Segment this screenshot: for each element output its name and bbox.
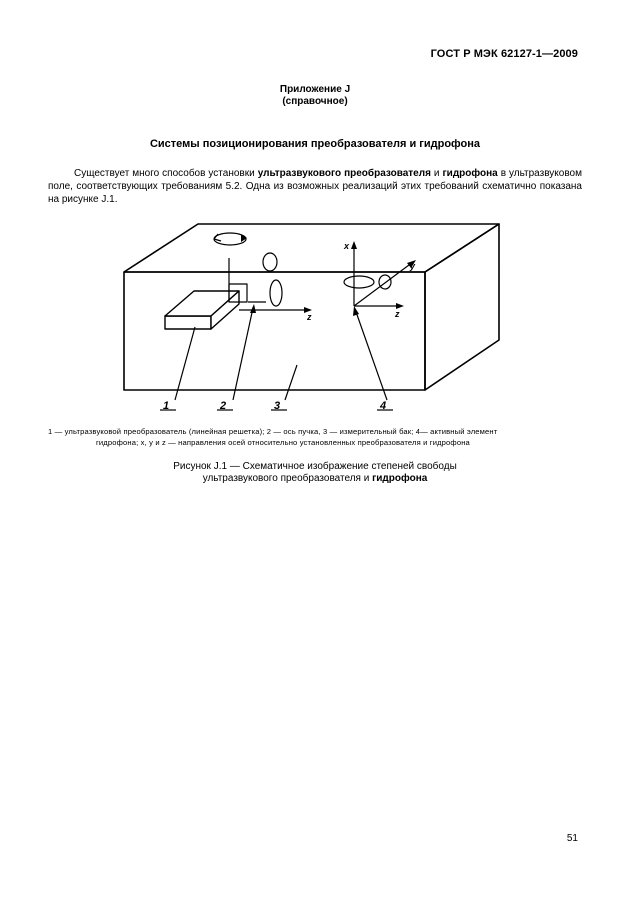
arrowhead-x (351, 241, 357, 249)
rotation-arrow-y-icon (379, 275, 391, 289)
axis-label-z-right: z (395, 309, 400, 319)
arrowhead-callout-2 (250, 304, 256, 313)
tank-top-face (124, 224, 499, 272)
appendix-heading (0, 84, 630, 108)
standard-header: ГОСТ Р МЭК 62127-1—2009 (430, 48, 578, 60)
transducer-block (165, 291, 239, 329)
callout-2: 2 (220, 400, 227, 412)
paragraph-bold-hydrophone: гидрофона (442, 168, 498, 179)
section-title: Системы позиционирования преобразователя и гидрофона (149, 138, 481, 150)
legend-line-2: гидрофона; x, y и z — направления осей относительно установленных преобразователя и гидрофона (96, 438, 470, 447)
legend-line-1: 1 — ультразвуковой преобразователь (линейная решетка); 2 — ось пучка, 3 — измерительный бак; 4— активный элемент (48, 427, 498, 436)
figure-caption-line-2 (0, 473, 630, 485)
paragraph-text-3: в ультразвуковом поле, соответствующих требованиям 5.2. Одна из возможных реализаций этих требований схематично показана на рисунке J.1. (48, 168, 582, 205)
axis-label-z-left: z (307, 312, 312, 322)
tank-front-face (124, 272, 425, 390)
figure-caption-bold: гидрофона (372, 473, 428, 484)
callout-3: 3 (274, 400, 281, 412)
rotation-arrow-axis-icon (270, 280, 282, 306)
figure-caption-line-1: Рисунок J.1 — Схематичное изображение степеней свободы (173, 461, 457, 472)
page-number: 51 (566, 833, 578, 844)
callout-1-leader (175, 327, 195, 400)
figure-legend (48, 426, 582, 448)
figure-diagram (100, 222, 500, 427)
figure-j1 (100, 222, 500, 427)
arrowhead-rotation-top (241, 234, 247, 242)
axis-label-x: x (344, 241, 350, 251)
rotation-arrow-x-icon (344, 276, 374, 288)
callout-3-leader (285, 365, 297, 400)
appendix-subtitle: (справочное) (282, 96, 348, 107)
figure-caption (0, 461, 630, 485)
callout-4: 4 (380, 400, 387, 412)
paragraph-bold-transducer: ультразвукового преобразователя (257, 168, 431, 179)
callout-1: 1 (163, 400, 170, 412)
rotation-arrow-side-icon (263, 253, 277, 271)
callout-4-leader (355, 309, 387, 400)
hydrophone-y-axis (354, 262, 413, 306)
appendix-title: Приложение J (279, 84, 351, 95)
body-paragraph (48, 167, 582, 206)
tank-right-face (425, 224, 499, 390)
callout-2-leader (233, 308, 253, 400)
paragraph-text-2: и (430, 168, 443, 179)
arrowhead-callout-4 (353, 306, 359, 316)
axis-label-y: y (410, 261, 416, 271)
paragraph-text-1: Существует много способов установки (74, 168, 258, 179)
figure-caption-text: ультразвукового преобразователя и (202, 473, 373, 484)
